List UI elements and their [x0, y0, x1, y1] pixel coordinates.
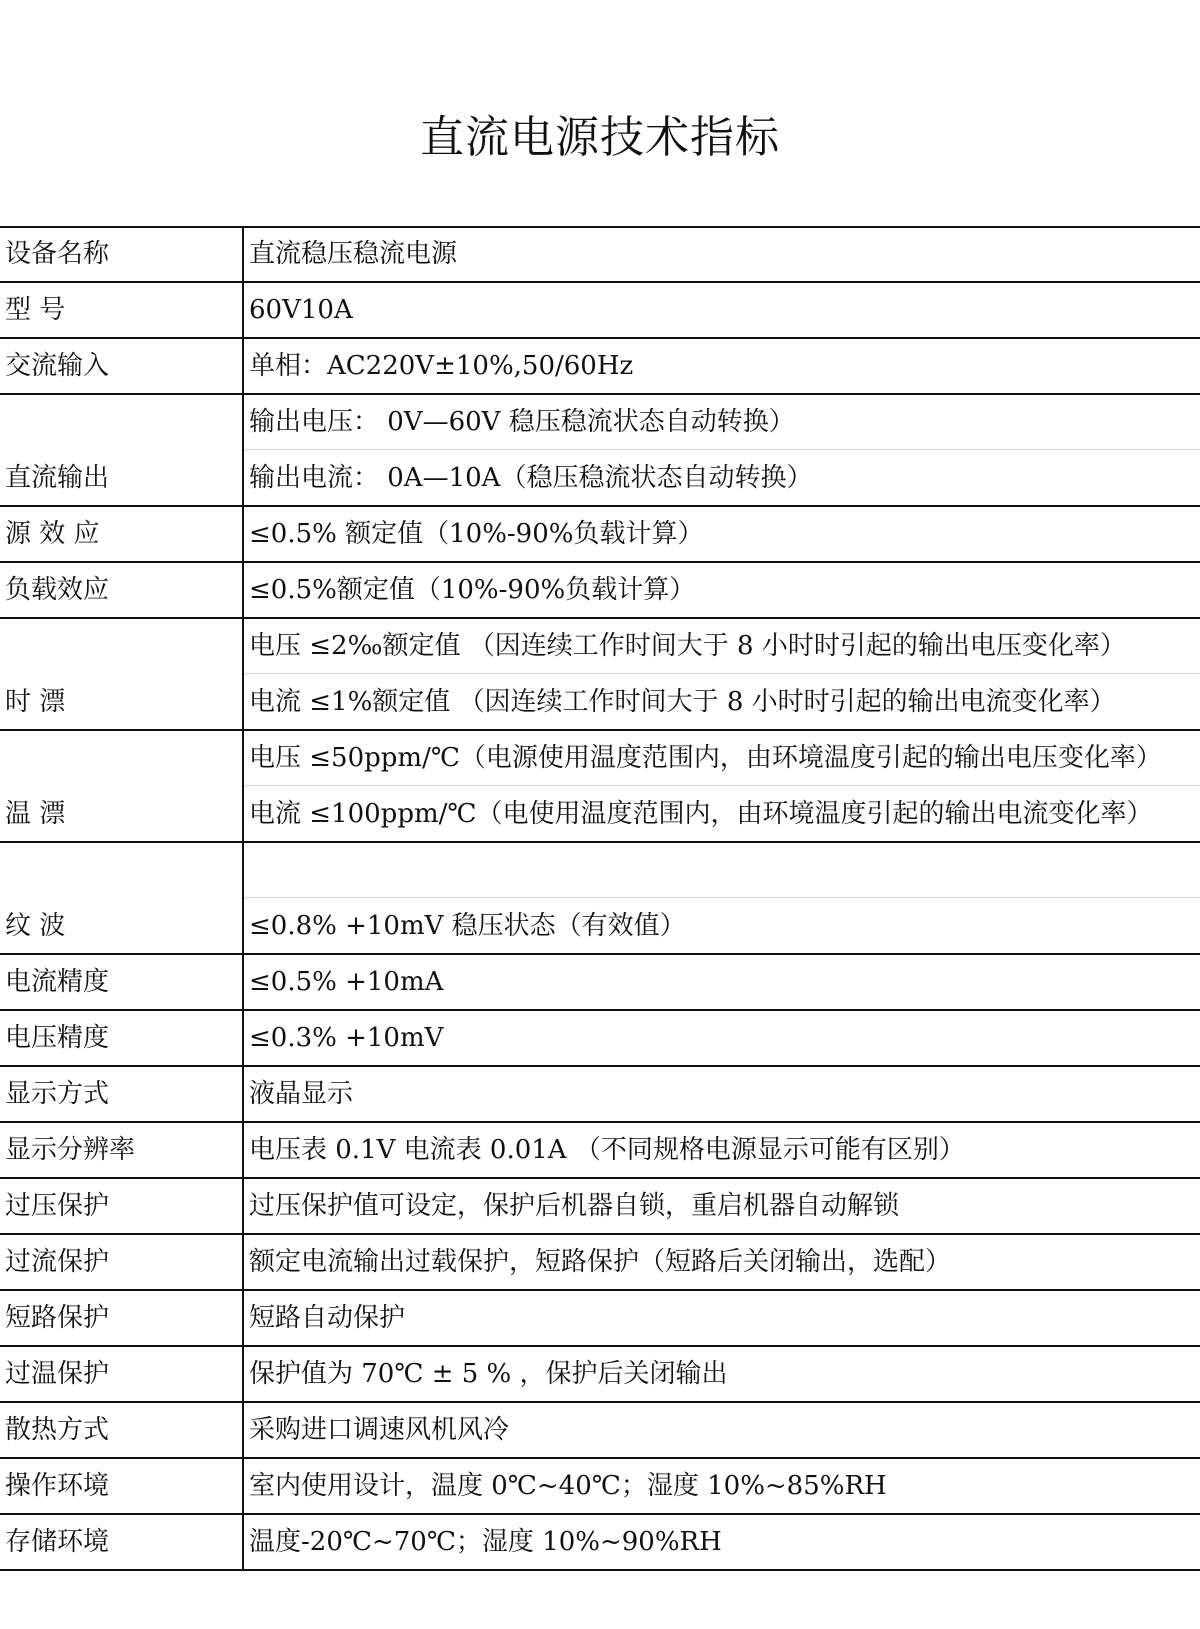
table-row — [0, 1234, 1200, 1290]
row-value: ≤0.5% +10mA — [249, 967, 444, 997]
table-row — [0, 226, 1200, 282]
row-value: ≤0.8% +10mV 稳压状态（有效值） — [249, 911, 686, 941]
row-value: ≤0.5% 额定值（10%-90%负载计算） — [249, 519, 704, 549]
row-label: 温 漂 — [5, 799, 66, 829]
table-row — [0, 282, 1200, 338]
row-label: 短路保护 — [5, 1303, 110, 1333]
table-row — [0, 786, 1200, 842]
row-label: 时 漂 — [5, 687, 66, 717]
table-row — [0, 562, 1200, 618]
page-title: 直流电源技术指标 — [420, 112, 780, 163]
row-label: 显示分辨率 — [5, 1135, 136, 1165]
table-row — [0, 618, 1200, 674]
row-value: 单相：AC220V±10%,50/60Hz — [249, 351, 634, 381]
row-label: 散热方式 — [5, 1415, 110, 1445]
row-label: 直流输出 — [5, 463, 110, 493]
row-value: 电压 ≤2‰额定值 （因连续工作时间大于 8 小时时引起的输出电压变化率） — [249, 631, 1126, 661]
row-value: 输出电压： 0V—60V 稳压稳流状态自动转换） — [249, 407, 795, 437]
row-value: 额定电流输出过载保护，短路保护（短路后关闭输出，选配） — [249, 1247, 952, 1277]
row-value: 保护值为 70℃ ± 5 % ，保护后关闭输出 — [249, 1359, 728, 1389]
table-row — [0, 954, 1200, 1010]
table-row — [0, 674, 1200, 730]
row-label: 过压保护 — [5, 1191, 110, 1221]
table-row — [0, 1514, 1200, 1570]
row-value: 电流 ≤1%额定值 （因连续工作时间大于 8 小时时引起的输出电流变化率） — [249, 687, 1116, 717]
row-value: 短路自动保护 — [249, 1303, 406, 1333]
row-value: 输出电流： 0A—10A（稳压稳流状态自动转换） — [249, 463, 813, 493]
table-row — [0, 338, 1200, 394]
row-value: 电压 ≤50ppm/℃（电源使用温度范围内，由环境温度引起的输出电压变化率） — [249, 743, 1162, 773]
table-row — [0, 1066, 1200, 1122]
row-label: 电压精度 — [5, 1023, 110, 1053]
table-row — [0, 394, 1200, 450]
row-value: 温度-20℃~70℃；湿度 10%~90%RH — [249, 1527, 722, 1557]
row-label: 过流保护 — [5, 1247, 110, 1277]
row-value: 过压保护值可设定，保护后机器自锁，重启机器自动解锁 — [249, 1191, 900, 1221]
row-value: 室内使用设计，温度 0℃~40℃；湿度 10%~85%RH — [249, 1471, 887, 1501]
row-value: 直流稳压稳流电源 — [249, 239, 458, 269]
row-value: 电流 ≤100ppm/℃（电使用温度范围内，由环境温度引起的输出电流变化率） — [249, 799, 1153, 829]
table-row — [0, 898, 1200, 954]
row-label: 显示方式 — [5, 1079, 110, 1109]
table-row — [0, 842, 1200, 898]
row-value: ≤0.5%额定值（10%-90%负载计算） — [249, 575, 696, 605]
row-label: 纹 波 — [5, 911, 66, 941]
row-value: 电压表 0.1V 电流表 0.01A （不同规格电源显示可能有区别） — [249, 1135, 965, 1165]
table-row — [0, 506, 1200, 562]
table-row — [0, 1458, 1200, 1514]
row-value: ≤0.3% +10mV — [249, 1023, 444, 1053]
table-row — [0, 450, 1200, 506]
table-row — [0, 1290, 1200, 1346]
row-value: 采购进口调速风机风冷 — [249, 1415, 510, 1445]
row-value: 液晶显示 — [249, 1079, 354, 1109]
row-label: 负载效应 — [5, 575, 110, 605]
table-row — [0, 1402, 1200, 1458]
table-row — [0, 1346, 1200, 1402]
row-label: 型 号 — [5, 295, 66, 325]
row-label: 过温保护 — [5, 1359, 110, 1389]
row-label: 操作环境 — [5, 1471, 110, 1501]
row-label: 电流精度 — [5, 967, 110, 997]
table-row — [0, 1122, 1200, 1178]
row-divider — [0, 1569, 1200, 1571]
row-label: 存储环境 — [5, 1527, 110, 1557]
table-row — [0, 1010, 1200, 1066]
table-row — [0, 1178, 1200, 1234]
row-label: 交流输入 — [5, 351, 110, 381]
row-value: 60V10A — [249, 295, 353, 325]
row-label: 设备名称 — [5, 239, 110, 269]
row-label: 源 效 应 — [5, 519, 100, 549]
table-row — [0, 730, 1200, 786]
